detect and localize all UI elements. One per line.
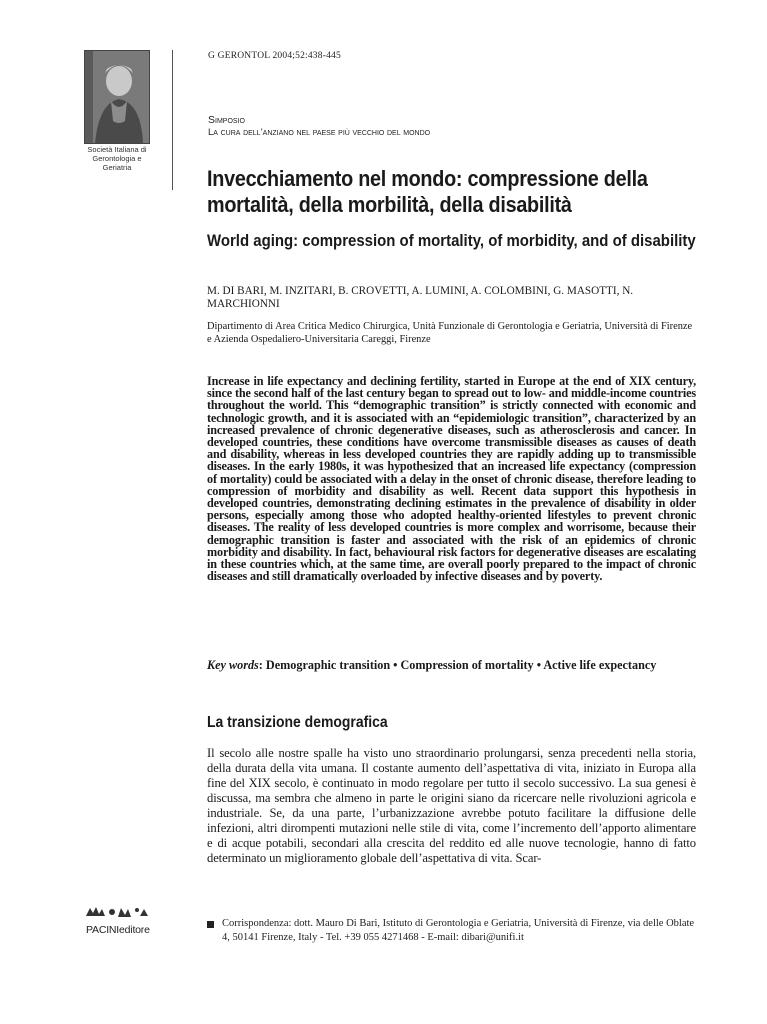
symposium-subtitle: La cura dell’anziano nel paese più vecchio del mondo bbox=[208, 127, 431, 138]
authors: M. DI BARI, M. INZITARI, B. CROVETTI, A. LUMINI, A. COLOMBINI, G. MASOTTI, N. MARCHIONNI bbox=[207, 285, 634, 310]
portrait-figure-icon bbox=[85, 51, 149, 143]
article-title-english: World aging: compression of mortality, of morbidity, and of disability bbox=[207, 231, 696, 250]
publisher-logo-icon bbox=[84, 904, 154, 920]
abstract: Increase in life expectancy and declining fertility, started in Europe at the end of XIX century, since the second half of the last century began to spread out to low- and middle-income countries throughout the world. This “demographic transition” is strictly connected with economic and technologic growth, and it is associated with an “epidemiologic transition”, characterized by an increased prevalence of chronic degenerative diseases, such as atherosclerosis and cancer. In developed countries, these conditions have overcome transmissible diseases as causes of death and disability, whereas in less developed countries they are rapidly adding up to transmissible diseases. In the early 1980s, it was hypothesized that an increased life expectancy (compression of mortality) could be associated with a delay in the onset of chronic disease, therefore leading to compression of morbidity and disability as well. Recent data support this hypothesis in developed countries, demonstrating declining estimates in the prevalence of disability in older persons, especially among those who adopted healthy-oriented lifestyles to prevent chronic diseases. The reality of less developed countries is more complex and worrisome, because their demographic transition is faster and associated with the risk of an epidemics of chronic morbidity and disability. In fact, behavioural risk factors for degenerative diseases are escalating in these countries which, at the same time, are overall poorly prepared to the impact of chronic diseases and still dramatically overloaded by infective diseases and by poverty. bbox=[207, 374, 696, 584]
keywords-label: Key words bbox=[207, 658, 259, 672]
section-label: Simposio bbox=[208, 114, 245, 126]
keywords-list: : Demographic transition • Compression of mortality • Active life expectancy bbox=[258, 658, 657, 672]
publisher-name: PACINIeditore bbox=[86, 924, 150, 936]
keywords bbox=[207, 659, 696, 673]
affiliation: Dipartimento di Area Critica Medico Chirurgica, Unità Funzionale di Gerontologia e Geriatria, Università di Firenze e Azienda Ospedaliero-Universitaria Careggi, Firenze bbox=[207, 321, 693, 345]
society-name: Società Italiana di Gerontologia e Geriatria bbox=[87, 145, 147, 172]
header-divider bbox=[172, 50, 173, 190]
journal-citation: G GERONTOL 2004;52:438-445 bbox=[208, 51, 341, 61]
section-heading: La transizione demografica bbox=[207, 714, 388, 731]
society-portrait-image bbox=[84, 50, 150, 144]
body-paragraph: Il secolo alle nostre spalle ha visto uno straordinario prolungarsi, senza precedenti nella storia, della durata della vita umana. Il costante aumento dell’aspettativa di vita, iniziato in Europa alla fine del XIX secolo, è continuato in modo regolare per tutto il secolo successivo. La sua genesi è discussa, ma sembra che almeno in parte le origini siano da ricercare nelle rivoluzioni agricola e industriale. Se, da una parte, l’urbanizzazione avrebbe potuto facilitare la diffusione delle infezioni, altri dirompenti mutazioni nelle stile di vita, come l’incremento dell’apporto alimentare e di acque potabili, secondari alla crescita del reddito ed alle nuove tecnologie, hanno di fatto determinato un miglioramento globale dell’aspettativa di vita. Scar- bbox=[207, 746, 696, 865]
article-title-italian: Invecchiamento nel mondo: compressione della mortalità, della morbilità, della disabilità bbox=[207, 166, 648, 217]
square-bullet-icon bbox=[207, 921, 214, 928]
correspondence: Corrispondenza: dott. Mauro Di Bari, Istituto di Gerontologia e Geriatria, Università di Firenze, via delle Oblate 4, 50141 Firenze, Italy - Tel. +39 055 4271468 - E-mail: dibari@unifi.it bbox=[222, 918, 695, 943]
